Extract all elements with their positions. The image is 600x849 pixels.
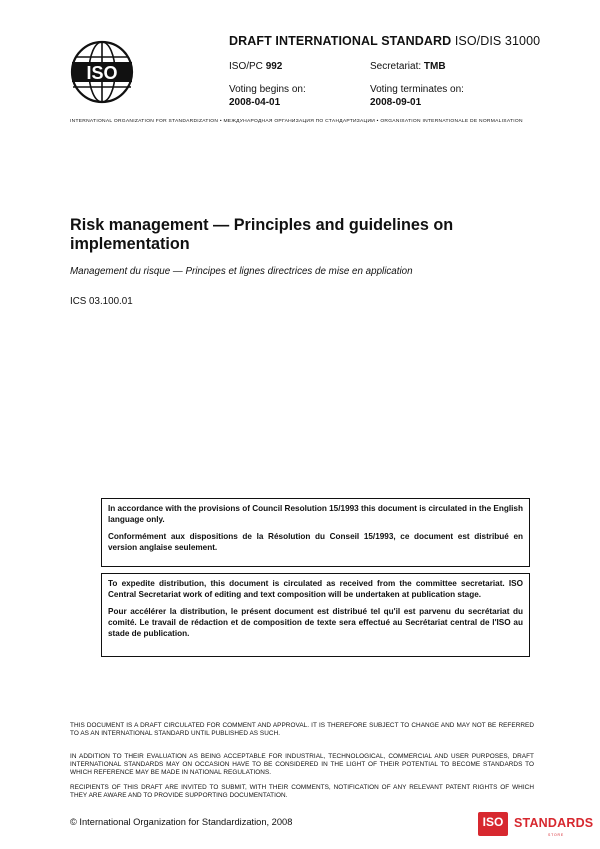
voting-terminates <box>370 83 464 109</box>
committee-label: ISO/PC <box>229 61 263 72</box>
voting-begins <box>229 83 306 109</box>
voting-terminates-label: Voting terminates on: <box>370 84 464 95</box>
voting-begins-label: Voting begins on: <box>229 84 306 95</box>
secretariat <box>370 61 446 72</box>
secretariat-value: TMB <box>423 61 446 72</box>
store-word: STANDARDS <box>514 816 594 830</box>
ics-code: ICS 03.100.01 <box>70 296 133 307</box>
secretariat-label: Secretariat: <box>370 61 422 72</box>
committee-number: 992 <box>265 61 283 72</box>
footer-evaluation: IN ADDITION TO THEIR EVALUATION AS BEING ACCEPTABLE FOR INDUSTRIAL, TECHNOLOGICAL, COMMERCIAL AND USER PURPOSES, DRAFT INTERNATIONAL STANDARDS MAY ON OCCASION HAVE TO BE CONSIDERED IN THE LIGHT OF THEIR POTENTIAL TO BECOME STANDARDS TO WHICH REFERENCE MAY BE MADE IN NATIONAL REGULATIONS. <box>70 753 534 777</box>
iso-logo <box>70 40 134 104</box>
draft-title <box>229 34 540 48</box>
iso-logo-text: ISO <box>86 63 118 83</box>
distribution-notice-fr: Pour accélérer la distribution, le présent document est distribué tel qu'il est parvenu du secrétariat du comité. Le travail de rédaction et de composition de texte sera effectué au Secrétariat central de l'ISO au stade de publication. <box>108 607 523 638</box>
distribution-notice-box <box>101 573 530 657</box>
draft-title-label: DRAFT INTERNATIONAL STANDARD <box>229 34 452 48</box>
store-iso-mark <box>478 812 508 836</box>
committee <box>229 61 282 72</box>
organization-line: INTERNATIONAL ORGANIZATION FOR STANDARDIZATION • МЕЖДУНАРОДНАЯ ОРГАНИЗАЦИЯ ПО СТАНДАРТИЗАЦИИ • ORGANISATION INTERNATIONALE DE NORMALISATION <box>70 119 523 124</box>
distribution-notice-en: To expedite distribution, this document is circulated as received from the committee secretariat. ISO Central Secretariat work of editing and text composition will be undertaken at publication stage. <box>108 579 523 599</box>
language-notice-en: In accordance with the provisions of Council Resolution 15/1993 this document is circulated in the English language only. <box>108 504 523 524</box>
voting-terminates-date: 2008-09-01 <box>370 97 422 108</box>
language-notice-fr: Conformément aux dispositions de la Résolution du Conseil 15/1993, ce document est distribué en version anglaise seulement. <box>108 532 523 553</box>
document-title-french: Management du risque — Principes et lignes directrices de mise en application <box>70 266 413 277</box>
voting-begins-date: 2008-04-01 <box>229 97 281 108</box>
language-notice-box <box>101 498 530 567</box>
copyright: © International Organization for Standardization, 2008 <box>70 817 293 827</box>
store-subword: STORE <box>548 833 564 837</box>
draft-number: ISO/DIS 31000 <box>454 34 541 48</box>
document-title: Risk management — Principles and guidelines on implementation <box>70 216 454 253</box>
footer-disclaimer: THIS DOCUMENT IS A DRAFT CIRCULATED FOR COMMENT AND APPROVAL. IT IS THEREFORE SUBJECT TO CHANGE AND MAY NOT BE REFERRED TO AS AN INTERNATIONAL STANDARD UNTIL PUBLISHED AS SUCH. <box>70 722 534 738</box>
footer-patent-notice: RECIPIENTS OF THIS DRAFT ARE INVITED TO SUBMIT, WITH THEIR COMMENTS, NOTIFICATION OF ANY RELEVANT PATENT RIGHTS OF WHICH THEY ARE AWARE AND TO PROVIDE SUPPORTING DOCUMENTATION. <box>70 784 534 800</box>
store-iso-text: ISO <box>482 815 504 829</box>
